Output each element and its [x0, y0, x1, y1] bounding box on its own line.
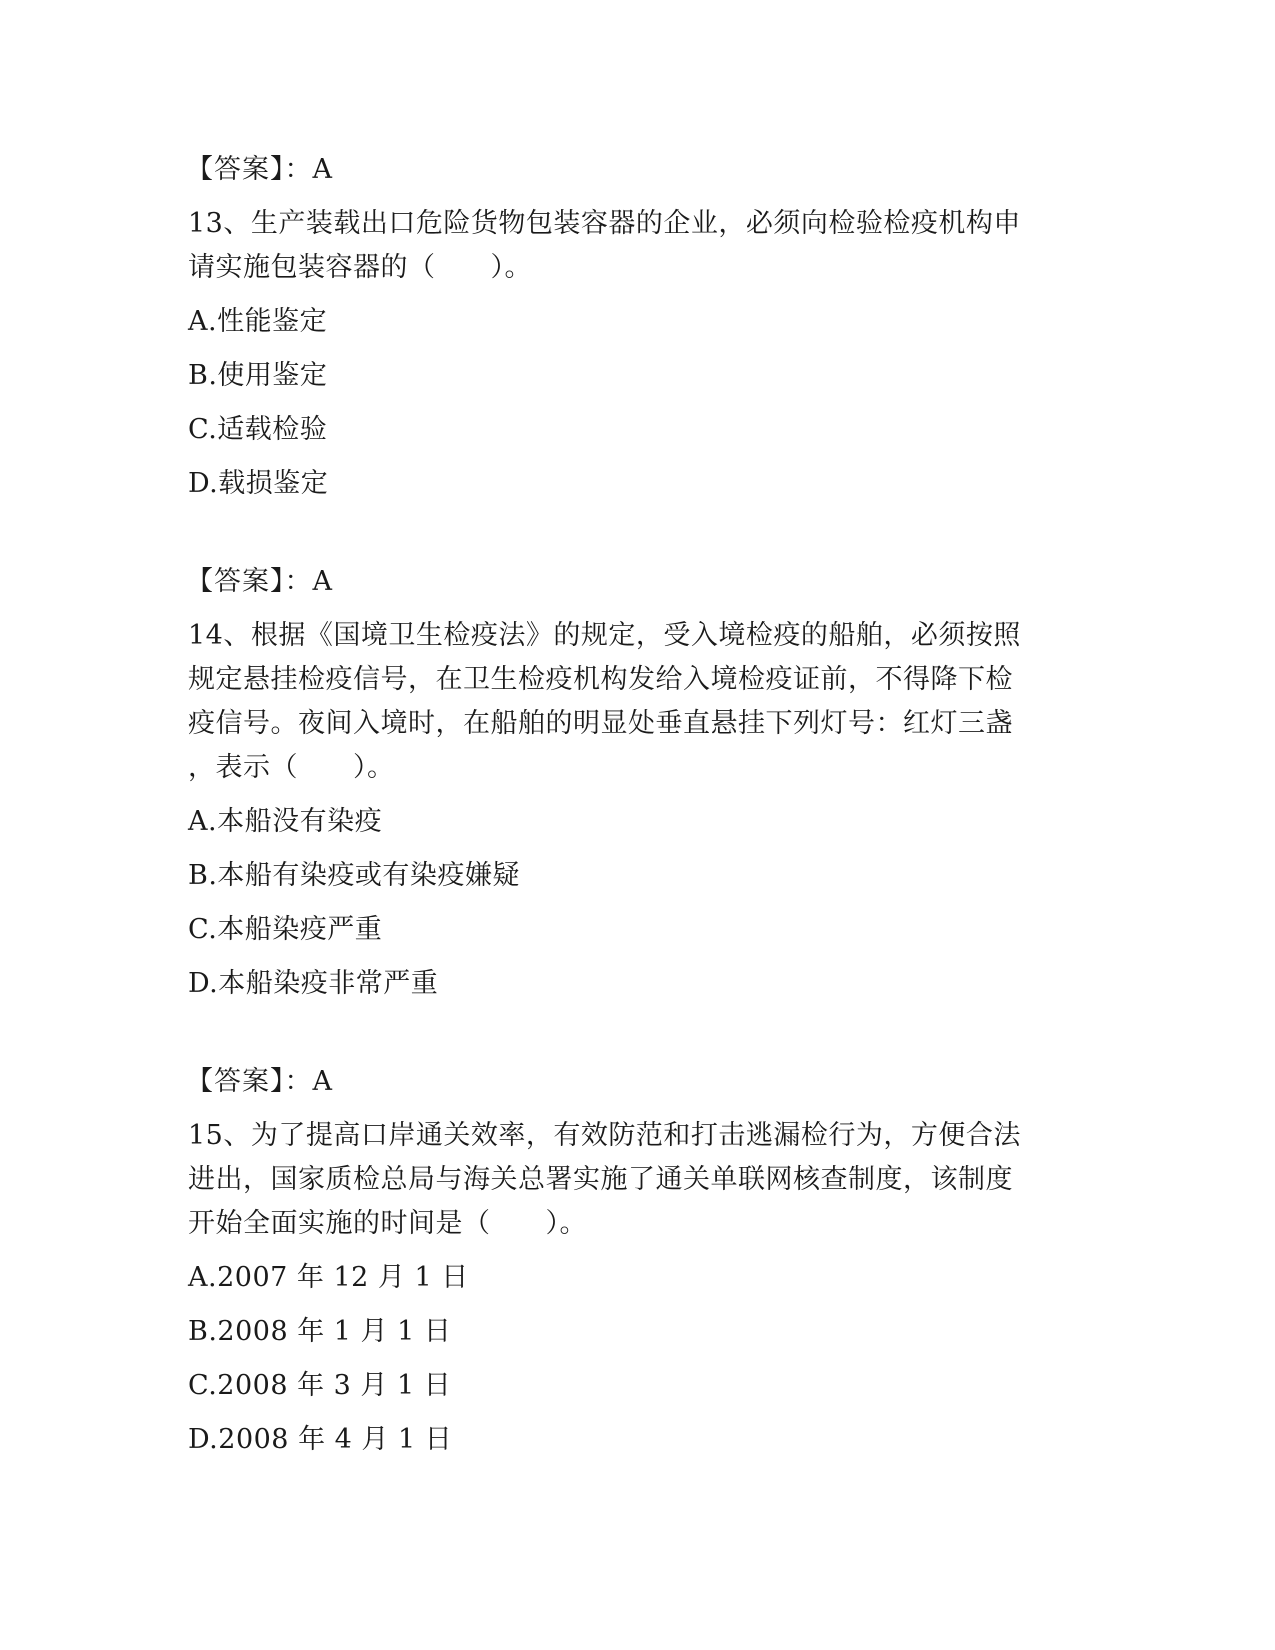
option-b: B.本船有染疫或有染疫嫌疑	[188, 860, 520, 891]
option-c: C.适载检验	[188, 414, 328, 445]
question-stem-line: 规定悬挂检疫信号，在卫生检疫机构发给入境检疫证前，不得降下检	[188, 664, 1013, 695]
option-a: A.性能鉴定	[188, 306, 328, 337]
question-stem-line: ，表示（ ）。	[188, 752, 395, 783]
answer-line: 【答案】：A	[186, 1066, 333, 1097]
option-a: A.本船没有染疫	[188, 806, 383, 837]
answer-line: 【答案】：A	[186, 154, 333, 185]
option-c: C.本船染疫严重	[188, 914, 383, 945]
question-stem-line: 请实施包装容器的（ ）。	[188, 252, 532, 283]
option-d: D.本船染疫非常严重	[188, 968, 439, 999]
question-stem-line: 15、为了提高口岸通关效率，有效防范和打击逃漏检行为，方便合法	[188, 1120, 1021, 1151]
question-stem-line: 13、生产装载出口危险货物包装容器的企业，必须向检验检疫机构申	[188, 208, 1021, 239]
option-a: A.2007 年 12 月 1 日	[188, 1262, 469, 1293]
option-d: D.载损鉴定	[188, 468, 329, 499]
option-d: D.2008 年 4 月 1 日	[188, 1424, 453, 1455]
option-b: B.2008 年 1 月 1 日	[188, 1316, 452, 1347]
question-stem-line: 开始全面实施的时间是（ ）。	[188, 1208, 587, 1239]
option-b: B.使用鉴定	[188, 360, 328, 391]
question-stem-line: 疫信号。夜间入境时，在船舶的明显处垂直悬挂下列灯号：红灯三盏	[188, 708, 1013, 739]
question-stem-line: 14、根据《国境卫生检疫法》的规定，受入境检疫的船舶，必须按照	[188, 620, 1021, 651]
option-c: C.2008 年 3 月 1 日	[188, 1370, 452, 1401]
answer-line: 【答案】：A	[186, 566, 333, 597]
question-stem-line: 进出，国家质检总局与海关总署实施了通关单联网核查制度，该制度	[188, 1164, 1013, 1195]
